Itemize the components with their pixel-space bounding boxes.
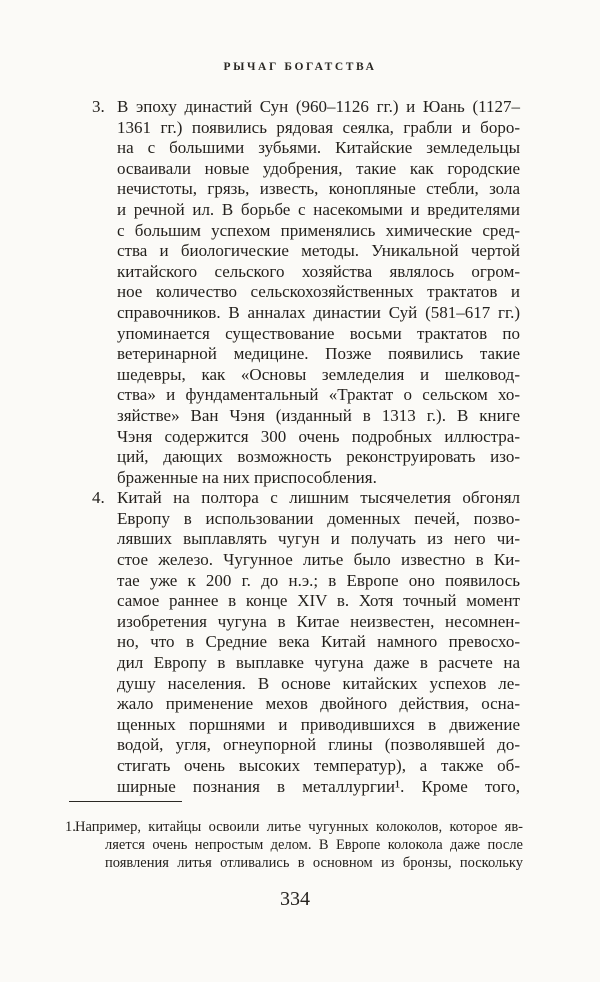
text-line: китайского сельского хозяйства являлось огром- bbox=[117, 261, 520, 281]
footnote-text: Например, китайцы освоили литье чугунных колоколов, которое яв- bbox=[75, 819, 523, 835]
text-line: нечистоты, грязь, известь, конопляные стебли, зола bbox=[117, 179, 520, 199]
text-line: 1361 гг.) появились рядовая сеялка, грабли и боро- bbox=[117, 117, 520, 137]
text-line: и речной ил. В борьбе с насекомыми и вредителями bbox=[117, 199, 520, 219]
text-line: тае уже к 200 г. до н.э.; в Европе оно появилось bbox=[117, 570, 520, 590]
footnote-number: 1. bbox=[65, 819, 76, 835]
text-line: душу населения. В основе китайских успехов ле- bbox=[117, 673, 520, 693]
text-line: стигать очень высоких температур), а также об- bbox=[117, 756, 520, 775]
text-line: ства и биологические методы. Уникальной чертой bbox=[117, 241, 520, 261]
text-line: стое железо. Чугунное литье было известно в Ки- bbox=[117, 550, 520, 570]
text-line: щенных поршнями и приводившихся в движение bbox=[117, 714, 520, 734]
text-line: В эпоху династий Сун (960–1126 гг.) и Юань (1127– bbox=[117, 97, 520, 116]
text-line: но, что в Средние века Китай намного превосхо- bbox=[117, 632, 520, 652]
text-line: дил Европу в выплавке чугуна даже в расчете на bbox=[117, 653, 520, 673]
footnote bbox=[65, 818, 523, 873]
text-line: справочников. В анналах династии Суй (581–617 гг.) bbox=[117, 302, 520, 322]
text-line: Чэня содержится 300 очень подробных иллюстра- bbox=[117, 426, 520, 446]
text-line: жало применение мехов двойного действия, осна- bbox=[117, 694, 520, 714]
text-line: Китай на полтора с лишним тысячелетия обгонял bbox=[117, 488, 520, 508]
text-line: на с большими зубьями. Китайские земледельцы bbox=[117, 138, 520, 158]
text-line: осваивали новые удобрения, такие как городские bbox=[117, 158, 520, 178]
text-line: изобретения чугуна в Китае неизвестен, несомнен- bbox=[117, 611, 520, 631]
text-line: браженные на них приспособления. bbox=[117, 467, 377, 487]
body-text bbox=[92, 97, 520, 797]
paragraph-number: 3. bbox=[92, 97, 105, 116]
footnote-line: появления литья отливались в основном из бронзы, поскольку bbox=[105, 855, 523, 872]
text-line: зяйстве» Ван Чэня (изданный в 1313 г.). В книге bbox=[117, 405, 520, 425]
text-line: упоминается существование восьми трактатов по bbox=[117, 323, 520, 343]
text-line: ное количество сельскохозяйственных трактатов и bbox=[117, 282, 520, 302]
page-number: 334 bbox=[280, 888, 310, 910]
paragraph-number: 4. bbox=[92, 488, 105, 508]
text-line: Европу в использовании доменных печей, позво- bbox=[117, 508, 520, 528]
text-line: ширные познания в металлургии¹. Кроме того, bbox=[117, 776, 520, 796]
text-line: лявших выплавлять чугун и получать из него чи- bbox=[117, 529, 520, 549]
text-line: водой, угля, огнеупорной глины (позволявшей до- bbox=[117, 735, 520, 755]
text-line: ций, дающих возможность реконструировать изо- bbox=[117, 447, 520, 467]
footnote-line: ляется очень непростым делом. В Европе колокола даже после bbox=[105, 837, 523, 854]
footnote-separator bbox=[69, 801, 182, 802]
text-line: ства» и фундаментальный «Трактат о сельском хо- bbox=[117, 385, 520, 405]
paragraph-3 bbox=[92, 97, 520, 488]
text-line: ветеринарной медицине. Позже появились такие bbox=[117, 344, 520, 364]
running-head: РЫЧАГ БОГАТСТВА bbox=[223, 61, 377, 73]
text-line: с большим успехом применялись химические сред- bbox=[117, 220, 520, 240]
text-line: самое раннее в конце XIV в. Хотя точный момент bbox=[117, 591, 520, 611]
footnote-line bbox=[65, 818, 523, 836]
text-line: шедевры, как «Основы земледелия и шелковод- bbox=[117, 364, 520, 384]
paragraph-4 bbox=[92, 488, 520, 797]
